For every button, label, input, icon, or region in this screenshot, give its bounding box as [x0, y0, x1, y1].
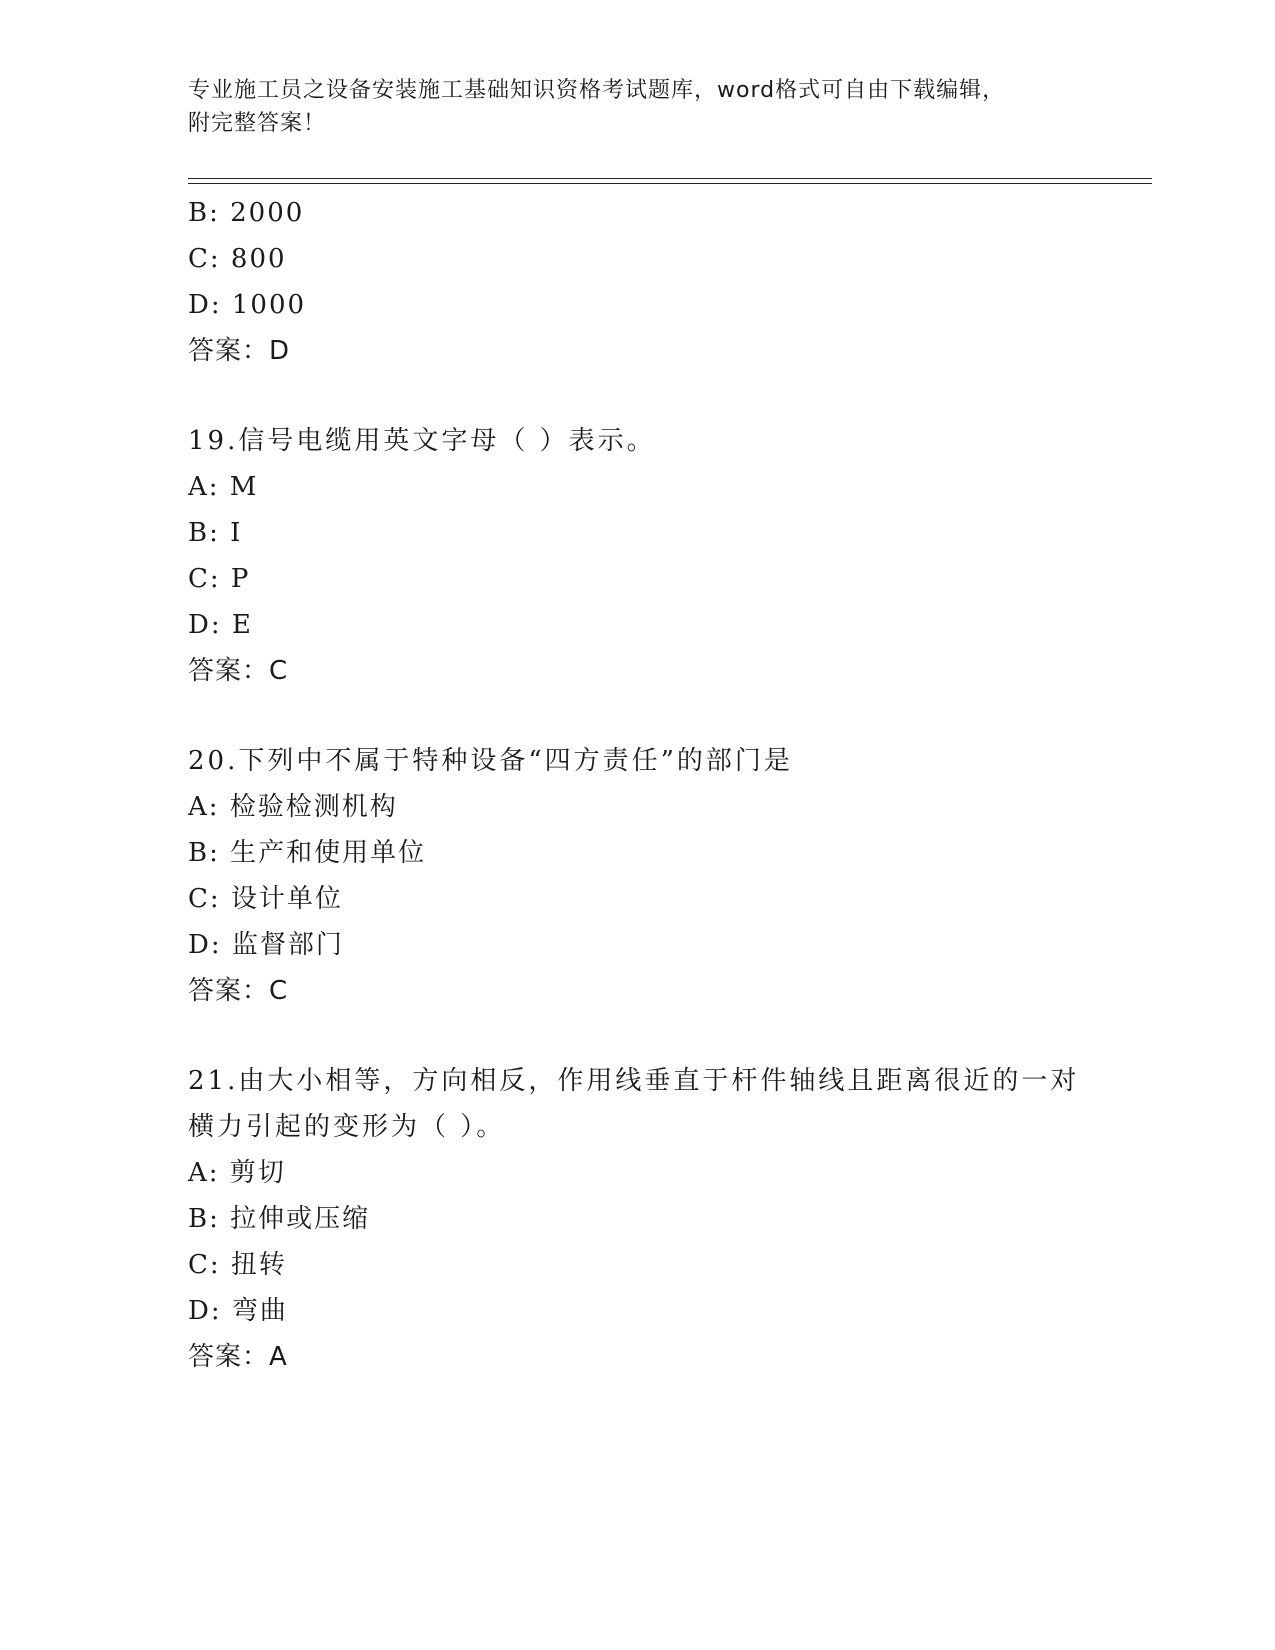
- question-stem: 20.下列中不属于特种设备“四方责任”的部门是: [188, 746, 793, 776]
- option-b: B: 2000: [188, 198, 305, 228]
- option-c: C: 800: [188, 244, 287, 274]
- option-a: A: 剪切: [188, 1158, 286, 1188]
- question-stem-line-1: 21.由大小相等，方向相反，作用线垂直于杆件轴线且距离很近的一对: [188, 1066, 1080, 1096]
- header-divider-top: [188, 178, 1152, 179]
- question-list: [188, 190, 1128, 1380]
- option-b: B: 拉伸或压缩: [188, 1204, 371, 1234]
- question-21: [188, 1058, 1128, 1380]
- header-line-2: 附完整答案！: [188, 111, 327, 136]
- option-d: D: 监督部门: [188, 930, 344, 960]
- question-stem-line-2: 横力引起的变形为（ ）。: [188, 1112, 506, 1142]
- option-c: C: 扭转: [188, 1250, 287, 1280]
- option-c: C: P: [188, 564, 251, 594]
- option-b: B: 生产和使用单位: [188, 838, 427, 868]
- question-20: [188, 738, 1128, 1014]
- option-d: D: 1000: [188, 290, 307, 320]
- option-d: D: E: [188, 610, 253, 640]
- answer-label: 答案：D: [188, 336, 291, 366]
- question-19: [188, 418, 1128, 694]
- option-c: C: 设计单位: [188, 884, 343, 914]
- header-line-1: 专业施工员之设备安装施工基础知识资格考试题库，word格式可自由下载编辑，: [188, 78, 1006, 103]
- header-divider-bottom: [188, 183, 1152, 184]
- answer-label: 答案：A: [188, 1342, 288, 1372]
- answer-label: 答案：C: [188, 976, 289, 1006]
- document-header: [188, 74, 1068, 140]
- answer-label: 答案：C: [188, 656, 289, 686]
- spacer: [188, 374, 1128, 418]
- spacer: [188, 694, 1128, 738]
- option-a: A: M: [188, 472, 259, 502]
- question-stem: 19.信号电缆用英文字母（ ）表示。: [188, 426, 656, 456]
- option-b: B: I: [188, 518, 243, 548]
- option-a: A: 检验检测机构: [188, 792, 398, 822]
- option-d: D: 弯曲: [188, 1296, 288, 1326]
- question-18-continued: [188, 190, 1128, 374]
- spacer: [188, 1014, 1128, 1058]
